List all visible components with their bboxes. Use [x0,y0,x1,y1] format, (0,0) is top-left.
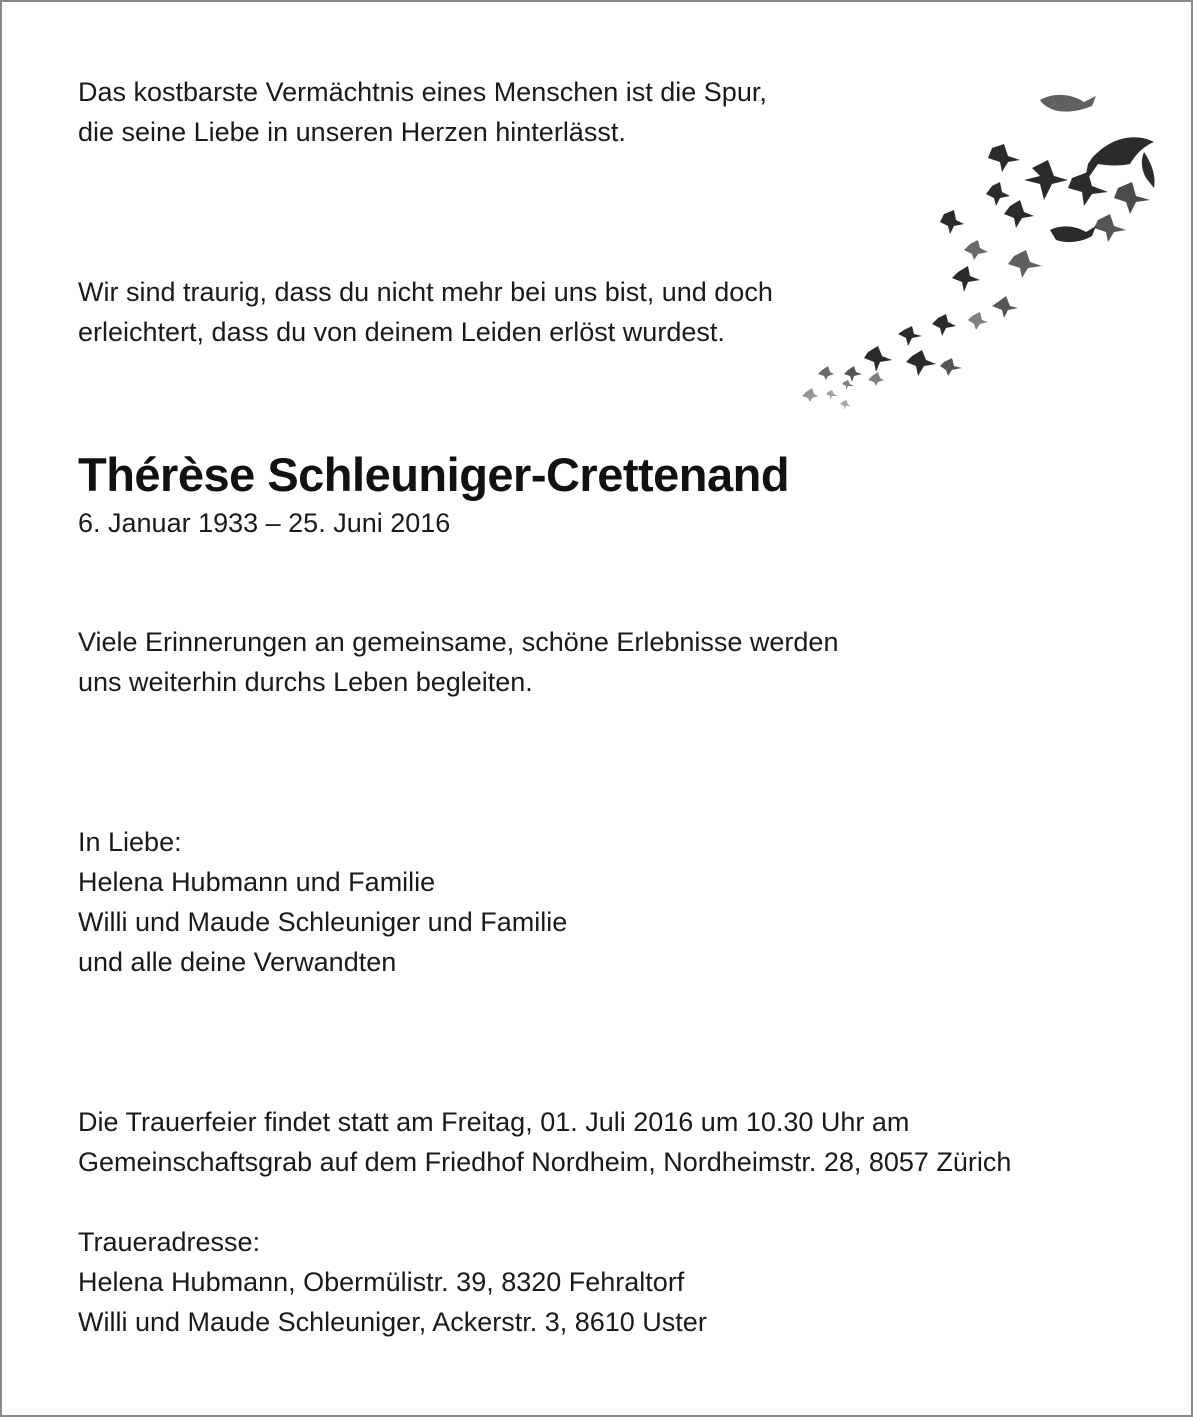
mourner-entry: und alle deine Verwandten [78,947,397,977]
grief-line: Wir sind traurig, dass du nicht mehr bei uns bist, und doch [78,277,773,307]
service-line: Gemeinschaftsgrab auf dem Friedhof Nordheim, Nordheimstr. 28, 8057 Zürich [78,1147,1012,1177]
mourner-entry: Helena Hubmann und Familie [78,867,436,897]
service-line: Die Trauerfeier findet statt am Freitag, 01. Juli 2016 um 10.30 Uhr am [78,1107,910,1137]
mourners-heading: In Liebe: [78,827,182,857]
memories-line: uns weiterhin durchs Leben begleiten. [78,667,533,697]
address-entry: Helena Hubmann, Obermülistr. 39, 8320 Fehraltorf [78,1267,685,1297]
quote-line: Das kostbarste Vermächtnis eines Menschen ist die Spur, [78,77,767,107]
deceased-name: Thérèse Schleuniger-Crettenand [78,448,790,501]
life-dates-line: 6. Januar 1933 – 25. Juni 2016 [78,508,451,538]
funeral-service-info [78,1102,1011,1182]
memories-line: Viele Erinnerungen an gemeinsame, schöne Erlebnisse werden [78,627,839,657]
mourners-list [78,822,567,982]
memories-statement [78,622,838,702]
grief-statement [78,272,773,352]
address-entry: Willi und Maude Schleuniger, Ackerstr. 3, 8610 Uster [78,1307,707,1337]
address-heading: Traueradresse: [78,1227,261,1257]
flock-of-birds-icon [792,80,1172,420]
opening-quote [78,72,767,152]
mourner-entry: Willi und Maude Schleuniger und Familie [78,907,568,937]
grief-line: erleichtert, dass du von deinem Leiden erlöst wurdest. [78,317,725,347]
mourning-address [78,1222,707,1342]
quote-line: die seine Liebe in unseren Herzen hinterlässt. [78,117,626,147]
life-dates [78,503,450,543]
